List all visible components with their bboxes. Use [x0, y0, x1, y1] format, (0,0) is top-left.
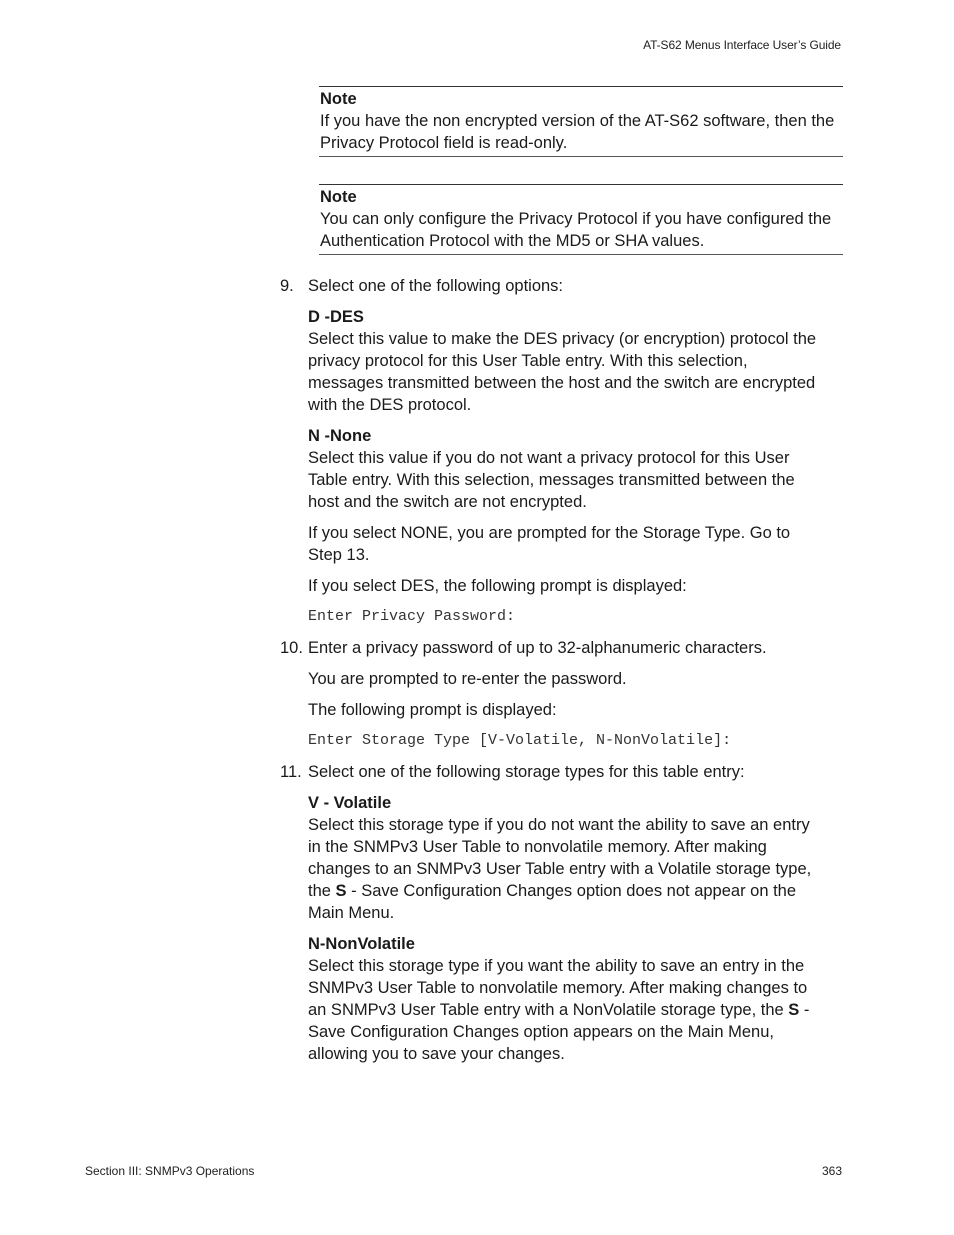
note-text: You can only configure the Privacy Protocol if you have configured the Authentication Protocol with the MD5 or SHA values.	[320, 210, 832, 250]
option-title: N-NonVolatile	[308, 935, 415, 953]
footer-section: Section III: SNMPv3 Operations	[85, 1164, 255, 1178]
step-text: Select one of the following options:	[308, 277, 564, 295]
step-number: 10.	[280, 639, 303, 657]
step-number: 9.	[280, 277, 294, 295]
option-title: N -None	[308, 427, 372, 445]
paragraph: If you select NONE, you are prompted for the Storage Type. Go to Step 13.	[308, 524, 791, 564]
option-text-part: Select this storage type if you want the ability to save an entry in the SNMPv3 User Table to nonvolatile memory. After making changes to an SNMPv3 User Table entry with a NonVolatile storage type, the	[308, 957, 808, 1019]
option-text	[308, 814, 820, 924]
step-number: 11.	[280, 763, 302, 781]
menu-key: S	[335, 882, 347, 900]
step-11	[280, 761, 820, 783]
note-box	[319, 86, 843, 157]
option-none	[280, 425, 820, 513]
option-text	[308, 955, 820, 1065]
note-text: If you have the non encrypted version of the AT-S62 software, then the Privacy Protocol field is read-only.	[320, 112, 835, 152]
option-des	[280, 306, 820, 416]
option-text-part: - Save Configuration Changes option appears on the Main Menu, allowing you to save your changes.	[308, 1001, 810, 1063]
option-nonvolatile	[280, 933, 820, 1065]
paragraph: If you select DES, the following prompt is displayed:	[308, 577, 687, 595]
step-10	[280, 637, 820, 659]
note-title: Note	[320, 90, 357, 108]
option-volatile	[280, 792, 820, 924]
paragraph: You are prompted to re-enter the password.	[308, 670, 627, 688]
page-number: 363	[821, 1164, 842, 1178]
running-header: AT-S62 Menus Interface User’s Guide	[643, 38, 841, 52]
procedure-steps	[280, 275, 820, 1065]
option-text-part: - Save Configuration Changes option does not appear on the Main Menu.	[308, 882, 797, 922]
step-9	[280, 275, 820, 297]
option-text: Select this value to make the DES privacy (or encryption) protocol the privacy protocol for this User Table entry. With this selection, messages transmitted between the host and the switch are encrypted with the DES protocol.	[308, 330, 817, 414]
step-text: Select one of the following storage types for this table entry:	[308, 763, 745, 781]
option-text: Select this value if you do not want a privacy protocol for this User Table entry. With this selection, messages transmitted between the host and the switch are not encrypted.	[308, 449, 795, 511]
menu-key: S	[788, 1001, 800, 1019]
cli-prompt: Enter Privacy Password:	[308, 608, 516, 625]
cli-prompt: Enter Storage Type [V-Volatile, N-NonVolatile]:	[308, 732, 732, 749]
option-title: V - Volatile	[308, 794, 392, 812]
paragraph: The following prompt is displayed:	[308, 701, 557, 719]
option-title: D -DES	[308, 308, 364, 326]
note-box	[319, 184, 843, 255]
option-text-part: Select this storage type if you do not want the ability to save an entry in the SNMPv3 User Table to nonvolatile memory. After making changes to an SNMPv3 User Table entry with a Volatile storage type, the	[308, 816, 812, 900]
note-title: Note	[320, 188, 357, 206]
step-text: Enter a privacy password of up to 32-alphanumeric characters.	[308, 639, 767, 657]
